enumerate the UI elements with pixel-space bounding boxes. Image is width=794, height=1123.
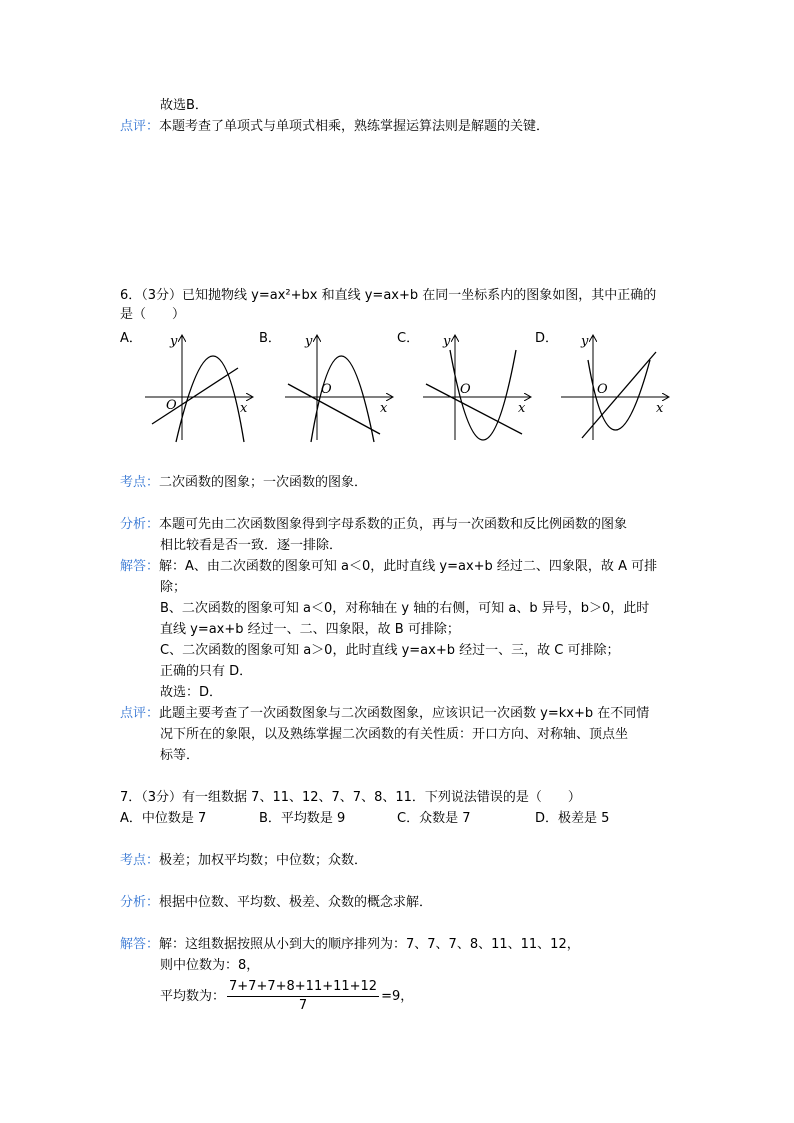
kaodian-text: 极差；加权平均数；中位数；众数．: [159, 853, 368, 868]
dianping-line-3: 标等．: [160, 748, 200, 763]
mean-formula: [160, 978, 413, 1016]
x-label: x: [518, 401, 526, 416]
jieda-line-4: 直线 y=ax+b 经过一、二、四象限，故 B 可排除；: [160, 622, 460, 637]
q6-dianping-row: [120, 705, 649, 723]
comment-label: 点评：: [120, 119, 160, 134]
choice-line: 故选B．: [160, 98, 208, 113]
y-label: y: [581, 334, 589, 349]
graph-c: [418, 330, 538, 445]
origin-label: O: [460, 382, 471, 397]
line: [152, 368, 238, 424]
q7-jieda-row: [120, 936, 580, 954]
y-label: y: [305, 334, 313, 349]
comment-row: [120, 118, 549, 136]
jieda-label: 解答：: [120, 559, 160, 574]
jieda-line-3: B、二次函数的图象可知 a＜0，对称轴在 y 轴的右侧，可知 a、b 异号，b＞0，此时: [160, 601, 650, 616]
jieda-line-2: 则中位数为：8，: [160, 958, 260, 973]
mean-result: =9，: [381, 989, 414, 1004]
mean-numerator: 7+7+7+8+11+11+12: [227, 979, 379, 997]
fenxi-label: 分析：: [120, 895, 160, 910]
q6-kaodian-row: [120, 474, 367, 492]
q7-fenxi-row: [120, 894, 432, 912]
fenxi-label: 分析：: [120, 517, 160, 532]
q7-option-b: B．平均数是 9: [259, 811, 346, 826]
jieda-line-6: 正确的只有 D．: [160, 664, 253, 679]
y-label: y: [170, 334, 178, 349]
q6-stem-line1: 6．（3分）已知抛物线 y=ax²+bx 和直线 y=ax+b 在同一坐标系内的图象如图，其中正确的: [120, 288, 657, 303]
fenxi-text-1: 本题可先由二次函数图象得到字母系数的正负，再与一次函数和反比例函数的图象: [159, 517, 628, 532]
jieda-line-1: 解：A、由二次函数的图象可知 a＜0，此时直线 y=ax+b 经过二、四象限，故 A 可排: [159, 559, 658, 574]
x-label: x: [240, 401, 248, 416]
dianping-line-1: 此题主要考查了一次函数图象与二次函数图象，应该识记一次函数 y=kx+b 在不同情: [159, 706, 650, 721]
origin-label: O: [321, 382, 332, 397]
q7-option-a: A．中位数是 7: [120, 811, 207, 826]
graph-d: [556, 330, 676, 445]
graph-b: [280, 330, 400, 445]
x-label: x: [656, 401, 664, 416]
kaodian-label: 考点：: [120, 475, 160, 490]
q7-stem: 7．（3分）有一组数据 7、11、12、7、7、8、11．下列说法错误的是（ ）: [120, 790, 581, 805]
q6-jieda-row: [120, 558, 657, 576]
dianping-label: 点评：: [120, 706, 160, 721]
mean-denominator: 7: [298, 998, 308, 1013]
q7-option-d: D．极差是 5: [535, 811, 610, 826]
kaodian-label: 考点：: [120, 853, 160, 868]
origin-label: O: [166, 398, 177, 413]
mean-fraction: [227, 979, 379, 1014]
q6-option-b-letter: B．: [259, 331, 281, 346]
q6-stem-line2: 是（ ）: [120, 307, 186, 322]
q7-kaodian-row: [120, 852, 367, 870]
y-label: y: [443, 334, 451, 349]
jieda-line-1: 解：这组数据按照从小到大的顺序排列为：7、7、7、8、11、11、12，: [159, 937, 580, 952]
q7-option-c: C．众数是 7: [397, 811, 471, 826]
kaodian-text: 二次函数的图象；一次函数的图象．: [159, 475, 368, 490]
comment-text: 本题考查了单项式与单项式相乘，熟练掌握运算法则是解题的关键．: [159, 119, 550, 134]
x-label: x: [380, 401, 388, 416]
origin-label: O: [597, 382, 608, 397]
jieda-line-7: 故选：D．: [160, 685, 223, 700]
q6-fenxi-row: [120, 516, 627, 534]
jieda-line-2: 除；: [160, 580, 187, 595]
parabola: [311, 356, 374, 442]
fenxi-text: 根据中位数、平均数、极差、众数的概念求解．: [159, 895, 433, 910]
jieda-label: 解答：: [120, 937, 160, 952]
q6-option-c-letter: C．: [397, 331, 420, 346]
jieda-line-5: C、二次函数的图象可知 a＞0，此时直线 y=ax+b 经过一、三，故 C 可排除；: [160, 643, 620, 658]
dianping-line-2: 况下所在的象限，以及熟练掌握二次函数的有关性质：开口方向、对称轴、顶点坐: [160, 727, 629, 742]
graph-a: [140, 330, 260, 445]
fenxi-text-2: 相比较看是否一致．逐一排除．: [160, 538, 343, 553]
q6-option-d-letter: D．: [535, 331, 559, 346]
q6-option-a-letter: A．: [120, 331, 142, 346]
parabola: [176, 356, 244, 442]
mean-label: 平均数为：: [160, 989, 226, 1004]
